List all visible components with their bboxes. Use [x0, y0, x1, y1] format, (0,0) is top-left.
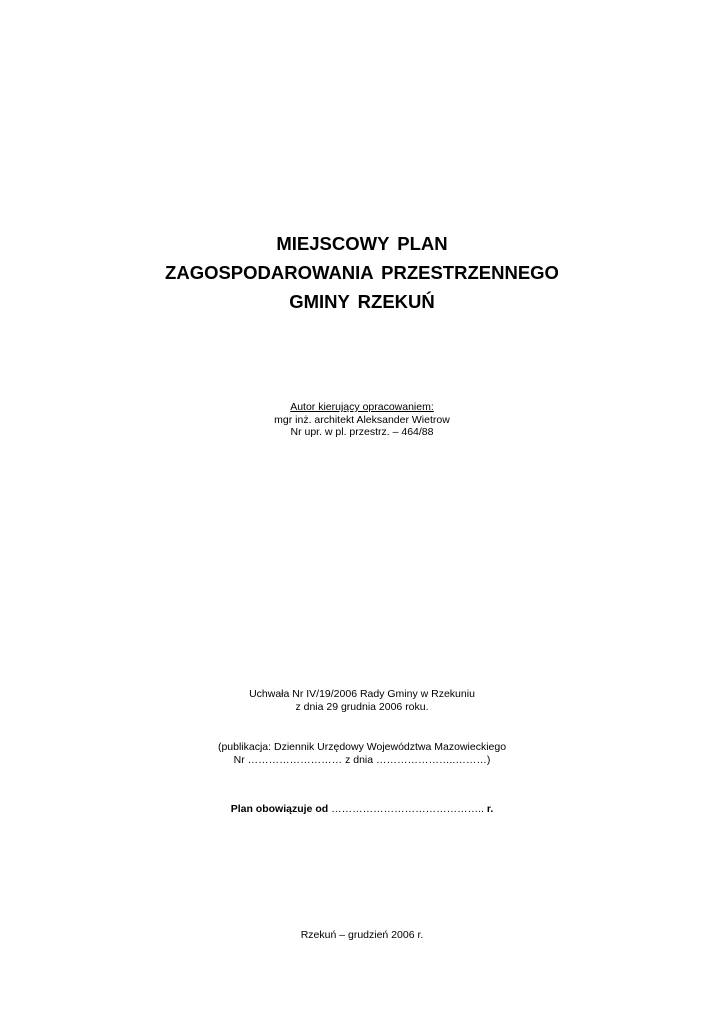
- place-date: Rzekuń – grudzień 2006 r.: [300, 929, 424, 941]
- publication-block: [0, 741, 724, 766]
- author-license: Nr upr. w pl. przestrz. – 464/88: [290, 426, 434, 438]
- resolution-block: [0, 688, 724, 713]
- title-line-1: MIEJSCOWY PLAN: [276, 233, 448, 254]
- title-line-3: GMINY RZEKUŃ: [289, 291, 435, 312]
- author-name: mgr inż. architekt Aleksander Wietrow: [274, 413, 450, 426]
- author-heading: Autor kierujący opracowaniem:: [290, 401, 434, 413]
- document-title: [0, 229, 724, 316]
- validity-label: Plan obowiązuje od: [230, 803, 329, 815]
- title-line-2: ZAGOSPODAROWANIA PRZESTRZENNEGO: [165, 262, 559, 283]
- resolution-line-2: z dnia 29 grudnia 2006 roku.: [295, 700, 429, 713]
- validity-dots: ……………………………………..: [328, 803, 484, 815]
- author-block: [0, 401, 724, 439]
- publication-line-1: (publikacja: Dziennik Urzędowy Województwa Mazowieckiego: [217, 741, 507, 753]
- validity-suffix: r.: [483, 803, 494, 815]
- publication-line-2: Nr ……………………… z dnia …………………..………): [233, 753, 491, 766]
- validity-line: [0, 803, 724, 816]
- resolution-line-1: Uchwała Nr IV/19/2006 Rady Gminy w Rzekuniu: [249, 688, 475, 700]
